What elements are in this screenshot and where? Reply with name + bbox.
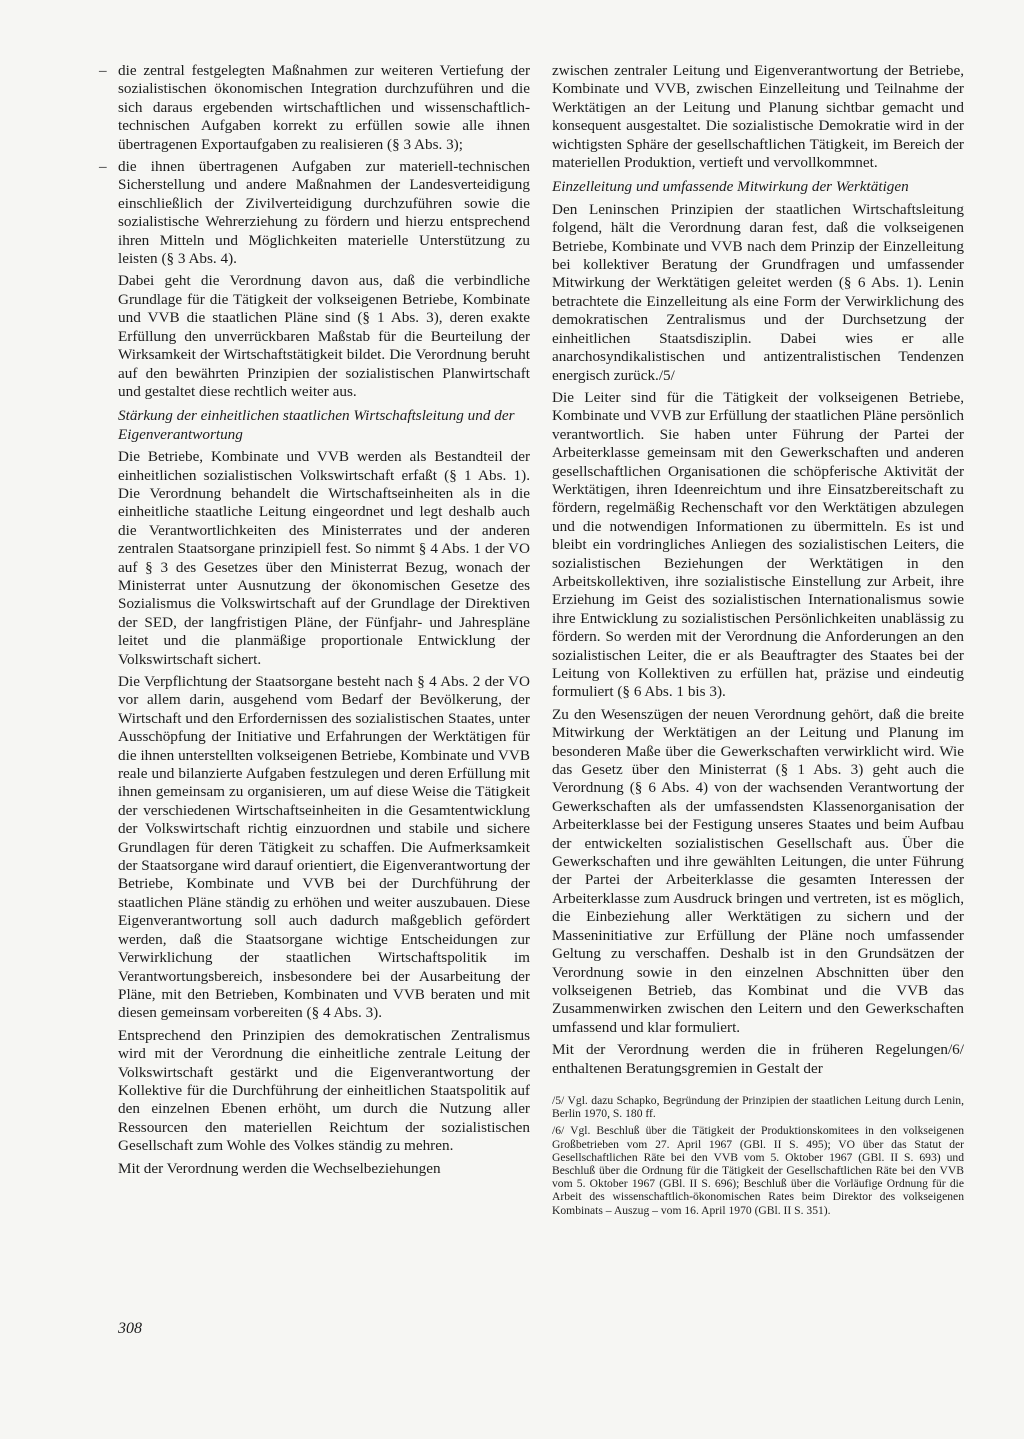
paragraph: Dabei geht die Verordnung davon aus, daß die verbindliche Grundlage für die Tätigkeit der volkseigenen Betriebe, Kombinate und VVB die staatlichen Pläne sind (§ 1 Abs. 3), deren exakte Erfüllung den unverrückbaren Maßstab für die Beurteilung der Wirksamkeit der Wirtschaftstätigkeit bildet. Die Verordnung beruht auf den bewährten Prinzipien der sozialistischen Planwirtschaft und gestaltet diese rechtlich weiter aus.: [118, 272, 530, 400]
footnote-separator: [552, 1082, 964, 1094]
section-heading: Stärkung der einheitlichen staatlichen Wirtschaftsleitung und der Eigenverantwortung: [118, 407, 515, 443]
bullet-list: [99, 62, 530, 268]
paragraph: zwischen zentraler Leitung und Eigenverantwortung der Betriebe, Kombinate und VVB, zwischen Einzelleitung und Teilnahme der Werktätigen an der Leitung und Planung sichtbar gemacht und konsequent ausgestaltet. Die sozialistische Demokratie wird in der wichtigsten Sphäre der gesellschaftlichen Tätigkeit, im Bereich der materiellen Produktion, vertieft und vervollkommnet.: [552, 62, 964, 172]
footnote: /6/ Vgl. Beschluß über die Tätigkeit der Produktionskomitees in den volkseigenen Großbetrieben vom 27. April 1967 (GBl. II S. 495); VO über das Statut der Gesellschaftlichen Räte bei den VVB vom 5. Oktober 1967 (GBl. II S. 693) und Beschluß über die Ordnung für die Tätigkeit der Gesellschaftlichen Räte bei den VVB vom 5. Oktober 1967 (GBl. II S. 696); Beschluß über die Vorläufige Ordnung für die Arbeit des wissenschaftlich-ökonomischen Rates beim Direktor des volkseigenen Kombinats – Auszug – vom 16. April 1970 (GBl. II S. 351).: [552, 1124, 964, 1217]
paragraph: Die Leiter sind für die Tätigkeit der volkseigenen Betriebe, Kombinate und VVB zur Erfüllung der staatlichen Pläne persönlich verantwortlich. Sie haben unter Führung der Partei der Arbeiterklasse gemeinsam mit den Gewerkschaften und anderen gesellschaftlichen Organisationen die schöpferische Aktivität der Werktätigen, ihren Ideenreichtum und ihre Einsatzbereitschaft zu fördern, regelmäßig Rechenschaft vor den Werktätigen abzulegen und die notwendigen Informationen zu übermitteln. Es ist und bleibt ein vordringliches Anliegen des sozialistischen Leiters, die sozialistischen Beziehungen der Werktätigen in den Arbeitskollektiven, ihre sozialistische Einstellung zur Arbeit, ihre Erziehung im Geist des sozialistischen Internationalismus sowie ihre Entwicklung zu sozialistischen Persönlichkeiten unablässig zu fördern. So werden mit der Verordnung die Anforderungen an den sozialistischen Leiter, die er als Beauftragter des Staates bei der Leitung von Kollektiven zu erfüllen hat, präzise und eindeutig formuliert (§ 6 Abs. 1 bis 3).: [552, 388, 964, 701]
left-column: [99, 62, 530, 1182]
page-number: 308: [118, 1320, 142, 1337]
bullet-text: die zentral festgelegten Maßnahmen zur weiteren Vertiefung der sozialistischen ökonomischen Integration durchzuführen und die sich daraus ergebenden wirtschaftlichen und wissenschaftlich-technischen Aufgaben korrekt zu erfüllen sowie alle ihnen übertragenen Exportaufgaben zu realisieren (§ 3 Abs. 3);: [118, 62, 530, 153]
bullet-text: die ihnen übertragenen Aufgaben zur materiell-technischen Sicherstellung und andere Maßnahmen der Landesverteidigung einschließlich der Zivilverteidigung durchzuführen sowie die sozialistische Wehrerziehung zu fördern und hierzu entsprechend ihren Mitteln und Möglichkeiten materielle Unterstützung zu leisten (§ 3 Abs. 4).: [118, 158, 530, 268]
paragraph: Zu den Wesenszügen der neuen Verordnung gehört, daß die breite Mitwirkung der Werktätigen an der Leitung und Planung im besonderen Maße über die Gewerkschaften verwirklicht wird. Wie das Gesetz über den Ministerrat (§ 1 Abs. 3) geht auch die Verordnung (§ 6 Abs. 4) von der wachsenden Verantwortung der Gewerkschaften als der umfassendsten Klassenorganisation der Arbeiterklasse bei der Festigung unseres Staates und beim Aufbau der entwickelten sozialistischen Gesellschaft aus. Über die Gewerkschaften und ihre gewählten Leitungen, die unter Führung der Partei der Arbeiterklasse die gesamten Interessen der Arbeiterklasse zum Ausdruck bringen und vertreten, ist es möglich, die Einbeziehung aller Werktätigen zu sichern und der Masseninitiative zur Erfüllung der Pläne noch umfassender Geltung zu verschaffen. Deshalb ist in den Grundsätzen der Verordnung sowie in den einzelnen Abschnitten über den volkseigenen Betrieb, das Kombinat und die VVB das Zusammenwirken zwischen den Leitern und den Gewerkschaften umfassend und klar formuliert.: [552, 705, 964, 1036]
paragraph: Mit der Verordnung werden die in früheren Regelungen/6/ enthaltenen Beratungsgremien in Gestalt der: [552, 1041, 964, 1077]
list-item: – die zentral festgelegten Maßnahmen zur weiteren Vertiefung der sozialistischen ökonomischen Integration durchzuführen und die sich daraus ergebenden wirtschaftlichen und wissenschaftlich-technischen Aufgaben korrekt zu erfüllen sowie alle ihnen übertragenen Exportaufgaben zu realisieren (§ 3 Abs. 3);: [99, 62, 530, 153]
paragraph: Die Betriebe, Kombinate und VVB werden als Bestandteil der einheitlichen sozialistischen Volkswirtschaft erfaßt (§ 1 Abs. 1). Die Verordnung behandelt die Wirtschaftseinheiten als in die einheitliche staatliche Leitung eingeordnet und legt deshalb auch die Verantwortlichkeiten des Ministerrates und der anderen zentralen Staatsorgane prinzipiell fest. So nimmt § 4 Abs. 1 der VO auf § 3 des Gesetzes über den Ministerrat Bezug, wonach der Ministerrat unter Ausnutzung der ökonomischen Gesetze des Sozialismus die Volkswirtschaft auf der Grundlage der Direktiven der SED, der langfristigen Pläne, der Fünfjahr- und Jahrespläne leitet und die planmäßige proportionale Entwicklung der Volkswirtschaft sichert.: [118, 448, 530, 668]
paragraph: Die Verpflichtung der Staatsorgane besteht nach § 4 Abs. 2 der VO vor allem darin, ausgehend vom Bedarf der Bevölkerung, der Wirtschaft und den Erfordernissen des sozialistischen Staates, unter Ausschöpfung der Initiative und Erfahrungen der Werktätigen für die ihnen unterstellten volkseigenen Betriebe, Kombinate und VVB reale und bilanzierte Aufgaben festzulegen und deren Erfüllung mit ihnen gemeinsam zu organisieren, um auf diese Weise die Tätigkeit der verschiedenen Wirtschaftseinheiten in die Gesamtentwicklung der Volkswirtschaft richtig einzuordnen und stabile und sichere Grundlagen für deren Tätigkeit zu schaffen. Die Aufmerksamkeit der Staatsorgane wird darauf orientiert, die Eigenverantwortung der Betriebe, Kombinate und VVB bei der Durchführung der staatlichen Pläne ständig zu erhöhen und weiter auszubauen. Diese Eigenverantwortung soll auch dadurch maßgeblich gefördert werden, daß die Staatsorgane wichtige Entscheidungen zur Verwirklichung der staatlichen Wirtschaftspolitik im Verantwortungsbereich, insbesondere bei der Ausarbeitung der Pläne, mit den Betrieben, Kombinaten und VVB beraten und mit diesen gemeinsam vorbereiten (§ 4 Abs. 3).: [118, 673, 530, 1022]
section-heading: Einzelleitung und umfassende Mitwirkung der Werktätigen: [552, 178, 909, 196]
paragraph: Den Leninschen Prinzipien der staatlichen Wirtschaftsleitung folgend, hält die Verordnung daran fest, daß die volkseigenen Betriebe, Kombinate und VVB nach dem Prinzip der Einzelleitung bei kollektiver Beratung der Grundfragen und umfassender Mitwirkung der Werktätigen geleitet werden (§ 6 Abs. 1). Lenin betrachtete die Einzelleitung als eine Form der Verwirklichung des demokratischen Zentralismus und der Durchsetzung der einheitlichen Staatsdisziplin. Dabei wies er alle anarchosyndikalistischen und antizentralistischen Tendenzen energisch zurück./5/: [552, 200, 964, 384]
paragraph: Mit der Verordnung werden die Wechselbeziehungen: [118, 1159, 441, 1177]
list-item: – die ihnen übertragenen Aufgaben zur materiell-technischen Sicherstellung und andere Maßnahmen der Landesverteidigung einschließlich der Zivilverteidigung durchzuführen sowie die sozialistische Wehrerziehung zu fördern und hierzu entsprechend ihren Mitteln und Möglichkeiten materielle Unterstützung zu leisten (§ 3 Abs. 4).: [99, 158, 530, 268]
footnote: /5/ Vgl. dazu Schapko, Begründung der Prinzipien der staatlichen Leitung durch Lenin, Berlin 1970, S. 180 ff.: [552, 1093, 964, 1121]
right-column: [552, 62, 964, 1221]
paragraph: Entsprechend den Prinzipien des demokratischen Zentralismus wird mit der Verordnung die einheitliche zentrale Leitung der Volkswirtschaft gestärkt und die Eigenverantwortung der Kollektive für die Durchführung der einheitlichen Staatspolitik auf den einzelnen Ebenen erhöht, um durch die Nutzung aller Ressourcen den materiellen Reichtum der sozialistischen Gesellschaft zum Wohle des Volkes ständig zu mehren.: [118, 1026, 530, 1155]
